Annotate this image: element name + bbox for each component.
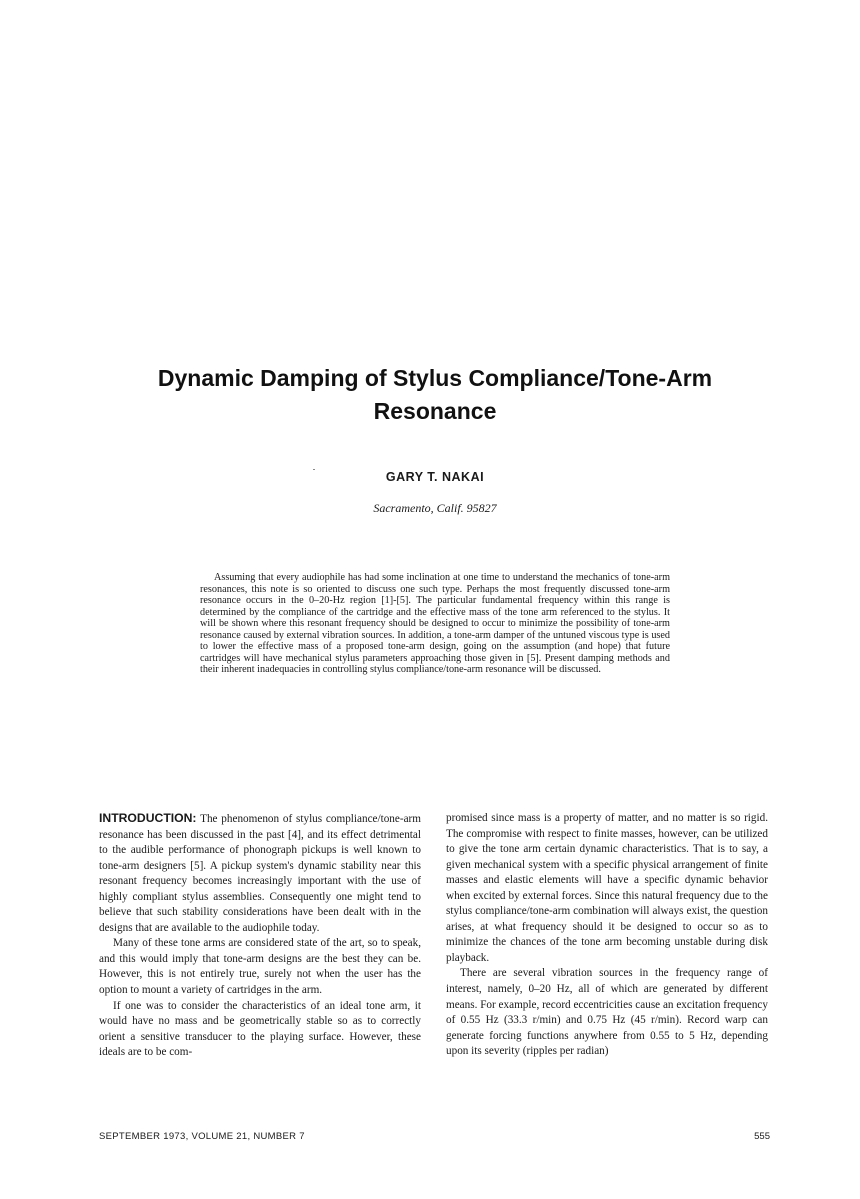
intro-paragraph (99, 811, 421, 936)
page-number: 555 (754, 1131, 770, 1142)
body-paragraph: Many of these tone arms are considered state of the art, so to speak, and this would imply that tone-arm designs are the best they can be. However, this is not entirely true, surely not when the user has the option to mount a variety of cartridges in the arm. (99, 937, 421, 997)
body-column-right (446, 811, 768, 1060)
intro-paragraph-text: The phenomenon of stylus compliance/tone-arm resonance has been discussed in the past [4], and its effect detrimental to the audible performance of phonograph pickups is well known to tone-arm designers [5]. A pickup system's dynamic stability near this resonant frequency becomes increasingly important with the use of highly compliant stylus assemblies. Consequently one might tend to believe that such stability considerations have been dealt with in the designs that are available to the audiophile today. (99, 813, 421, 934)
body-paragraph: There are several vibration sources in the frequency range of interest, namely, 0–20 Hz, all of which are generated by different means. For example, record eccentricities cause an excitation frequency of 0.55 Hz (33.3 r/min) and 0.75 Hz (45 r/min). Record warp can generate forcing functions anywhere from 0.55 to 5 Hz, depending upon its severity (ripples per radian) (446, 967, 768, 1058)
body-column-left (99, 811, 421, 1061)
journal-footer: SEPTEMBER 1973, VOLUME 21, NUMBER 7 (99, 1131, 305, 1142)
author-affiliation: Sacramento, Calif. 95827 (373, 501, 497, 515)
paper-title: Dynamic Damping of Stylus Compliance/Tone-Arm Resonance (157, 365, 713, 424)
abstract: Assuming that every audiophile has had some inclination at one time to understand the mechanics of tone-arm resonances, this note is so oriented to discuss one such type. Perhaps the most frequently discussed tone-arm resonance occurs in the 0–20-Hz region [1]-[5]. The particular fundamental frequency within this range is determined by the compliance of the cartridge and the effective mass of the tone arm referenced to the stylus. It will be shown where this resonant frequency should be designed to occur to minimize the possibility of tone-arm resonance caused by external vibration sources. In addition, a tone-arm damper of the untuned viscous type is used to lower the effective mass of a proposed tone-arm design, going on the assumption (and hope) that future cartridges will have mechanical stylus parameters approaching those given in [5]. Present damping methods and their inherent inadequacies in controlling stylus compliance/tone-arm resonance will be discussed. (200, 572, 670, 675)
author-name: GARY T. NAKAI (385, 470, 485, 484)
body-paragraph: promised since mass is a property of matter, and no matter is so rigid. The compromise with respect to finite masses, however, can be utilized to give the tone arm certain dynamic characteristics. That is to say, a given mechanical system with a specific physical arrangement of finite masses and elastic elements will have a specific dynamic behavior when excited by external forces. Since this natural frequency due to the stylus compliance/tone-arm combination will always exist, the question arises, at what frequency should it be designed to occur so as to minimize the chances of the tone arm becoming unstable during disk playback. (446, 812, 768, 964)
section-heading-introduction: INTRODUCTION: (99, 811, 197, 825)
body-paragraph: If one was to consider the characteristics of an ideal tone arm, it would have no mass and be geometrically stable so as to correctly orient a sensitive transducer to the playing surface. However, these ideals are to be com- (99, 999, 421, 1059)
